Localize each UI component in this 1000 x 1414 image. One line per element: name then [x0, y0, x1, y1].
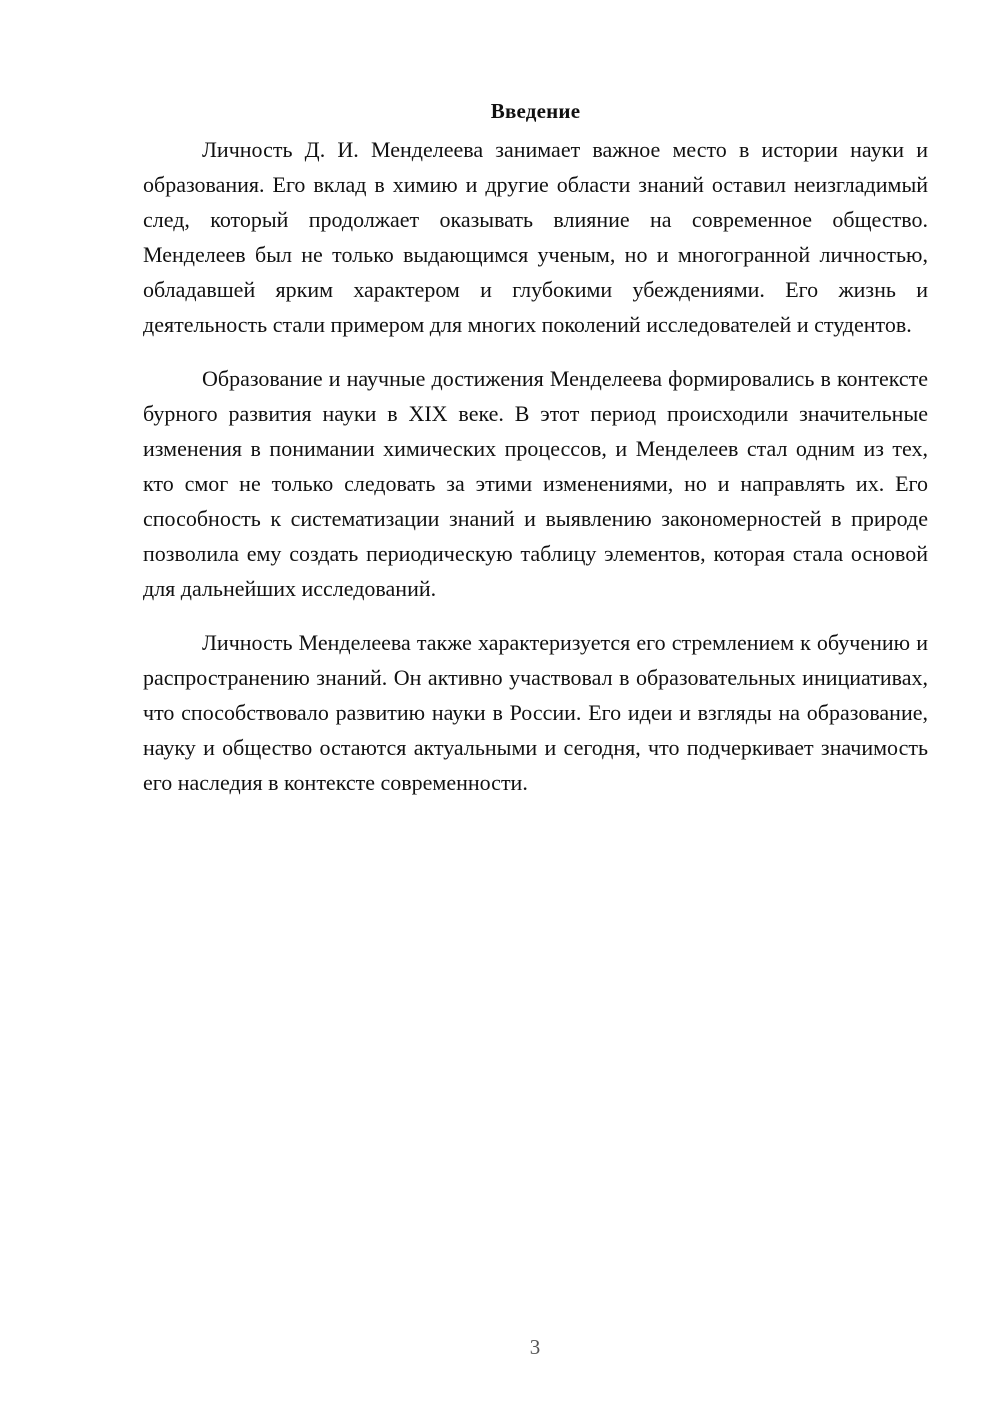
paragraph-1: Личность Д. И. Менделеева занимает важное место в истории науки и образования. Его вклад в химию и другие области знаний оставил неизгладимый след, который продолжает оказывать влияние на современное общество. Менделеев был не только выдающимся ученым, но и многогранной личностью, обладавшей ярким характером и глубокими убеждениями. Его жизнь и деятельность стали примером для многих поколений исследователей и студентов. — [143, 137, 928, 337]
page-number: 3 — [529, 1335, 541, 1359]
paragraph-3: Личность Менделеева также характеризуется его стремлением к обучению и распространению знаний. Он активно участвовал в образовательных инициативах, что способствовало развитию науки в России. Его идеи и взгляды на образование, науку и общество остаются актуальными и сегодня, что подчеркивает значимость его наследия в контексте современности. — [143, 630, 928, 795]
section-title: Введение — [490, 99, 581, 123]
page-content — [143, 96, 928, 819]
paragraph-2: Образование и научные достижения Менделеева формировались в контексте бурного развития науки в XIX веке. В этот период происходили значительные изменения в понимании химических процессов, и Менделеев стал одним из тех, кто смог не только следовать за этими изменениями, но и направлять их. Его способность к систематизации знаний и выявлению закономерностей в природе позволила ему создать периодическую таблицу элементов, которая стала основой для дальнейших исследований. — [143, 366, 928, 601]
